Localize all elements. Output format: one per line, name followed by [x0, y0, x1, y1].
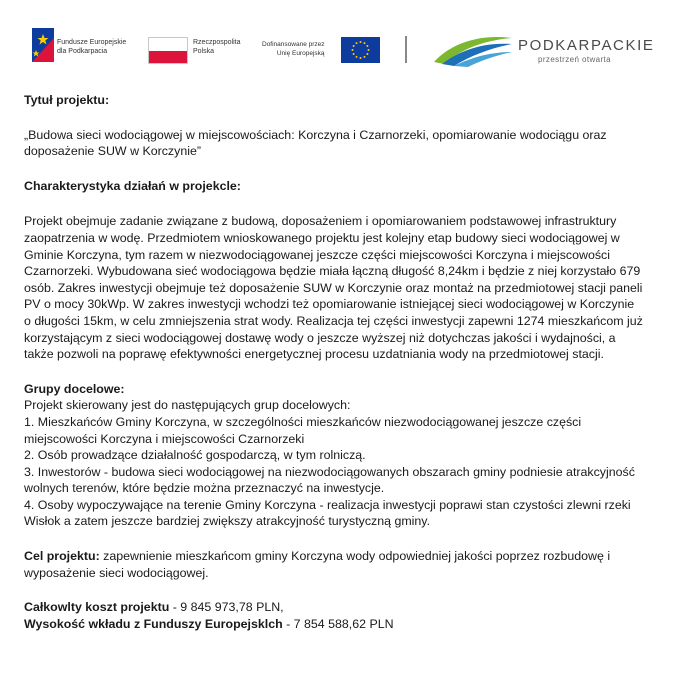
groups-heading: Grupy docelowe: [24, 381, 125, 396]
fundusze-europejskie-text [57, 38, 126, 56]
fundusze-europejskie-logo [32, 28, 54, 62]
eu-cofunding-text [262, 40, 325, 58]
characteristics-heading: Charakterystyka działań w projekcle: [24, 178, 241, 193]
characteristics-text: Projekt obejmuje zadanie związane z budową, doposażeniem i opomiarowaniem podstawowej infrastruktury zaopatrzenia w wodę. Przedmiotem wnioskowanego projektu jest kolejny etap budowy sieci wodociągowej w Gminie Korczyna, tym razem w niezwodociągowanej jeszcze części miejscowości Korczyna i miejscowości Czarnorzeki. Wybudowana sieć wodociągowa będzie miała łączną długość 8,24km i będzie z niej korzystało 679 osób. Zakres inwestycji obejmuje też doposażenie SUW w Korczynie oraz montaż na przedmiotowej stacji paneli PV o mocy 30kWp. W zakres inwestycji wchodzi też opomiarowanie istniejącej sieci wodociągowej w Korczynie o długości 15km, w celu zmniejszenia strat wody. Realizacja tej części inwestycji zapewni 1274 mieszkańcom już korzystającym z sieci wodociągowej dostawę wody o jeszcze wyższej niż dotychczas jakości i wydajności, a także pozwoli na poprawę efektywności energetycznej procesu uzdatniania wody na przedmiotowej stacji. [24, 214, 643, 362]
rp-line-2: Polska [193, 48, 215, 55]
logo-bar [0, 0, 677, 80]
eu-line-1: Dofinansowane przez [262, 41, 325, 48]
eu-contribution-line [24, 616, 644, 633]
podkarpackie-swoosh-logo [432, 28, 514, 68]
logo-separator [405, 36, 407, 63]
eu-contribution-value: - 7 854 588,62 PLN [282, 616, 394, 631]
title-text: „Budowa sieci wodociągowej w miejscowościach: Korczyna i Czarnorzeki, opomiarowanie wodociągu oraz doposażenie SUW w Korczynie” [24, 127, 607, 159]
rp-line-1: Rzeczpospolita [193, 39, 241, 46]
group-item-4: 4. Osoby wypoczywające na terenie Gminy Korczyna - realizacja inwestycji poprawi stan czystości zlewni rzeki Wisłok a zatem jeszcze bardziej zwiększy atrakcyjność turystyczną gminy. [24, 497, 631, 529]
total-cost-label: Całkowlty koszt projektu [24, 600, 170, 615]
polish-flag-icon [148, 37, 188, 64]
fe-line-1: Fundusze Europejskie [57, 39, 127, 46]
fe-line-2: dla Podkarpacia [57, 48, 108, 55]
title-heading: Tytuł projektu: [24, 93, 110, 107]
total-cost-value: - 9 845 973,78 PLN, [169, 600, 284, 615]
eu-contribution-label: Wysokość wkładu z Funduszy Europejsklch [24, 616, 283, 631]
podkarpackie-wordmark: PODKARPACKIE [518, 37, 655, 54]
podkarpackie-slogan: przestrzeń otwarta [538, 55, 612, 64]
group-item-2: 2. Osób prowadzące działalność gospodarczą, w tym rolniczą. [24, 448, 366, 463]
eu-flag-icon [341, 37, 380, 63]
goal-label: Cel projektu: [24, 549, 100, 564]
group-item-1: 1. Mieszkańców Gminy Korczyna, w szczególności mieszkańców niezwodociągowanej jeszcze części miejscowości Korczyna i miejscowości Czarnorzeki [24, 414, 582, 446]
goal-text: zapewnienie mieszkańcom gminy Korczyna wody odpowiedniej jakości poprzez rozbudowę i wyposażenie sieci wodociągowej. [24, 549, 611, 580]
goal-paragraph [24, 548, 644, 581]
project-description [24, 92, 644, 632]
rzeczpospolita-text [193, 38, 240, 56]
groups-intro: Projekt skierowany jest do następujących grup docelowych: [24, 398, 351, 413]
total-cost-line [24, 599, 644, 616]
eu-line-2: Unię Europejską [276, 50, 325, 57]
group-item-3: 3. Inwestorów - budowa sieci wodociągowej na niezwodociągowanych obszarach gminy podniesie atrakcyjność wolnych terenów, które będzie można przeznaczyć na inwestycje. [24, 464, 635, 496]
